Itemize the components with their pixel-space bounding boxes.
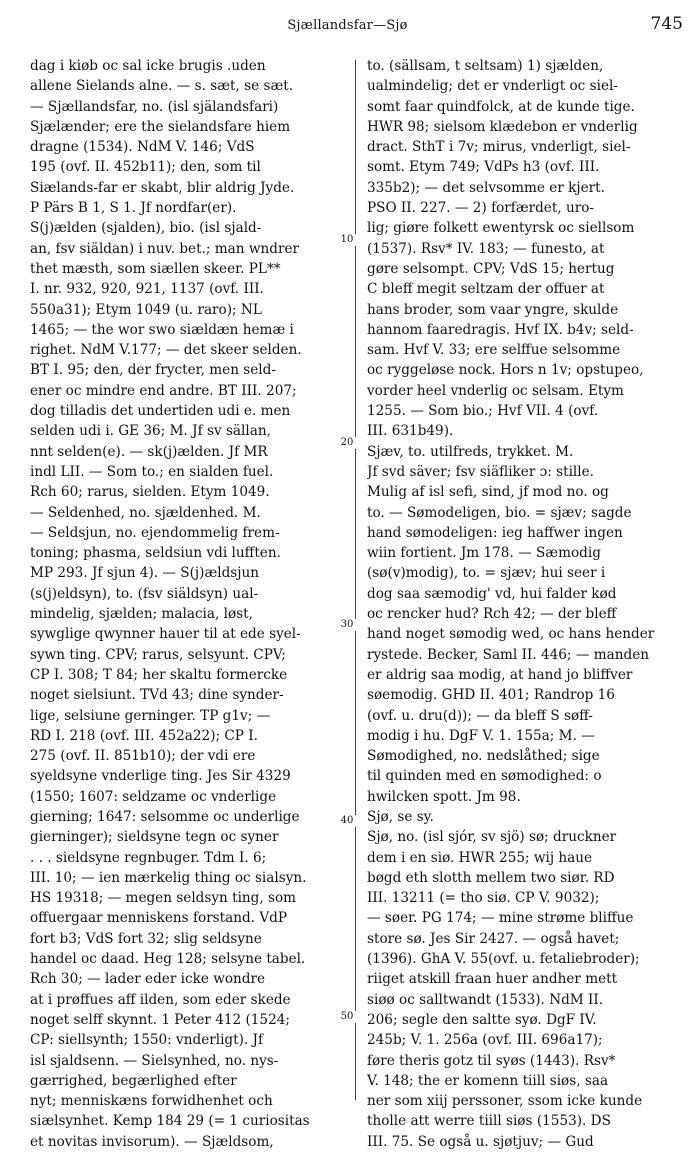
text-line: Sømodighed, no. nedslåthed; sige [367, 748, 600, 765]
text-line: (ovf. u. dru(d)); — da bleff S søff- [367, 707, 593, 724]
text-line: C bleff megit seltzam der offuer at [367, 281, 605, 298]
text-line: — Seldsjun, no. ejendommelig frem- [30, 524, 280, 541]
text-line: 1465; — the wor swo siældæn hemæ i [30, 321, 294, 338]
text-line: sam. Hvf V. 33; ere selffue selsomme [367, 342, 621, 359]
text-line: (1396). GhA V. 55(ovf. u. fetaliebroder); [367, 951, 640, 968]
text-line: rystede. Becker, Saml II. 446; — manden [367, 646, 649, 663]
text-line: hand sømodeligen: ieg haffwer ingen [367, 524, 623, 541]
text-line: III. 13211 (= tho siø. CP V. 9032); [367, 890, 600, 907]
text-line: to. — Sømodeligen, bio. = sjæv; sagde [367, 504, 632, 521]
text-line: ener oc mindre end andre. BT III. 207; [30, 382, 297, 399]
text-line: offuergaar menniskens forstand. VdP [30, 910, 287, 927]
text-line: an, fsv siäldan) i nuv. bet.; man wndrer [30, 240, 299, 257]
text-line: toning; phasma, seldsiun vdi lufften. [30, 545, 281, 562]
text-line: bøgd eth slotth mellem two siør. RD [367, 869, 615, 886]
text-line: — Seldenhed, no. sjældenhed. M. [30, 504, 261, 521]
text-line: CP: siellsynth; 1550: vnderligt). Jf [30, 1032, 264, 1049]
text-line: fort b3; VdS fort 32; slig seldsyne [30, 930, 262, 947]
text-line: oc rencker hud? Rch 42; — der bleff [367, 606, 617, 623]
text-line: handel oc daad. Heg 128; selsyne tabel. [30, 951, 306, 968]
text-line: noget selff skynnt. 1 Peter 412 (1524; [30, 1011, 290, 1028]
text-line: sywn ting. CPV; rarus, selsyunt. CPV; [30, 646, 286, 663]
line-number: 30 [336, 619, 358, 631]
text-line: modig i hu. DgF V. 1. 155a; M. — [367, 727, 595, 744]
text-line: III. 631b49). [367, 423, 454, 440]
text-line: store sø. Jes Sir 2427. — også havet; [367, 930, 620, 947]
text-line: hand noget sømodig wed, oc hans hender [367, 626, 655, 643]
text-line: er aldrig saa modig, at hand jo bliffver [367, 666, 633, 683]
text-line: Sjø, se sy. [367, 808, 434, 825]
text-line: somt. Etym 749; VdPs h3 (ovf. III. [367, 159, 600, 176]
text-line: HWR 98; sielsom klædebon er vnderlig [367, 118, 638, 135]
line-number: 10 [336, 234, 358, 246]
text-line: tholle att werre tiill siøs (1553). DS [367, 1113, 611, 1130]
text-line: HS 19318; — megen seldsyn ting, som [30, 890, 297, 907]
text-line: 275 (ovf. II. 851b10); der vdi ere [30, 748, 256, 765]
page-header [0, 14, 695, 42]
text-line: til quinden med en sømodighed: o [367, 768, 602, 785]
text-line: 245b; V. 1. 256a (ovf. III. 696a17); [367, 1032, 603, 1049]
text-line: 335b2); — det selvsomme er kjert. [367, 179, 605, 196]
left-column [30, 56, 343, 1152]
text-line: (1550; 1607: seldzame oc vnderlige [30, 788, 277, 805]
text-line: lige, selsiune gerninger. TP g1v; — [30, 707, 271, 724]
text-line: vorder heel vnderlig oc selsam. Etym [367, 382, 624, 399]
text-line: BT I. 95; den, der frycter, men seld- [30, 362, 276, 379]
text-line: dog tilladis det undertiden udi e. men [30, 403, 291, 420]
text-line: III. 10; — ien mærkelig thing oc sialsyn. [30, 869, 307, 886]
line-number: 50 [336, 1011, 358, 1023]
text-line: indl LII. — Som to.; en sialden fuel. [30, 463, 274, 480]
text-line: 195 (ovf. II. 452b11); den, som til [30, 159, 261, 176]
page-number: 745 [650, 14, 683, 34]
text-line: riiget atskill fraan huer andher mett [367, 971, 618, 988]
text-line: selden udi i. GE 36; M. Jf sv sällan, [30, 423, 271, 440]
text-line: wiin fortient. Jm 178. — Sæmodig [367, 545, 601, 562]
text-line: to. (sällsam, t seltsam) 1) sjælden, [367, 58, 604, 74]
text-line: 1255. — Som bio.; Hvf VII. 4 (ovf. [367, 403, 599, 420]
text-line: gierninger); sieldsyne tegn oc syner [30, 829, 279, 846]
text-line: et novitas invisorum). — Sjældsom, [30, 1133, 274, 1150]
text-line: dragne (1534). NdM V. 146; VdS [30, 139, 255, 156]
text-line: dract. SthT i 7v; mirus, vnderligt, siel- [367, 139, 631, 156]
text-line: — Sjællandsfar, no. (isl själandsfari) [30, 98, 279, 115]
line-number: 40 [336, 815, 358, 827]
text-line: 206; segle den saltte syø. DgF IV. [367, 1011, 597, 1028]
text-line: PSO II. 227. — 2) forfærdet, uro- [367, 200, 594, 217]
text-line: Rch 30; — lader eder icke wondre [30, 971, 266, 988]
text-line: Sjø, no. (isl sjór, sv sjö) sø; druckner [367, 829, 617, 846]
text-line: RD I. 218 (ovf. III. 452a22); CP I. [30, 727, 258, 744]
text-line: mindelig, sjælden; malacia, løst, [30, 606, 253, 623]
text-line: — søer. PG 174; — mine strøme bliffue [367, 910, 634, 927]
text-line: (sø(v)modig), to. = sjæv; hui seer i [367, 565, 606, 582]
text-line: hwilcken spott. Jm 98. [367, 788, 521, 805]
text-line: righet. NdM V.177; — det skeer selden. [30, 342, 302, 359]
text-line: (s(j)eldsyn), to. (fsv siäldsyn) ual- [30, 585, 259, 602]
text-line: noget sielsiunt. TVd 43; dine synder- [30, 687, 284, 704]
text-line: gøre selsompt. CPV; VdS 15; hertug [367, 260, 615, 277]
text-line: somt faar quindfolck, at de kunde tige. [367, 98, 635, 115]
text-line: lig; giøre folkett ewentyrsk oc siellsom [367, 220, 635, 237]
text-line: Rch 60; rarus, sielden. Etym 1049. [30, 484, 270, 501]
text-line: . . . sieldsyne regnbuger. Tdm I. 6; [30, 849, 267, 866]
text-line: Siælands-far er skabt, blir aldrig Jyde. [30, 179, 295, 196]
text-line: hans broder, som vaar yngre, skulde [367, 301, 619, 318]
text-line: III. 75. Se også u. sjøtjuv; — Gud [367, 1133, 594, 1150]
text-line: søemodig. GHD II. 401; Randrop 16 [367, 687, 615, 704]
text-line: dag i kiøb oc sal icke brugis .uden [30, 58, 266, 74]
text-line: gærrighed, begærlighed efter [30, 1072, 237, 1089]
text-line: oc ryggeløse nock. Hors n 1v; opstupeo, [367, 362, 644, 379]
right-column [367, 56, 682, 1152]
text-line: at i prøffues aff ilden, som eder skede [30, 991, 291, 1008]
text-line: gierning; 1647: selsomme oc underlige [30, 808, 300, 825]
line-number: 20 [336, 437, 358, 449]
text-line: Sjælænder; ere the sielandsfare hiem [30, 118, 291, 135]
text-line: siøø oc salltwandt (1533). NdM II. [367, 991, 604, 1008]
text-line: sywglige qwynner hauer til at ede syel- [30, 626, 301, 643]
text-line: Mulig af isl sefi, sind, jf mod no. og [367, 484, 609, 501]
running-head: Sjællandsfar—Sjø [287, 18, 408, 33]
text-line: 550a31); Etym 1049 (u. raro); NL [30, 301, 262, 318]
text-line: V. 148; the er komenn tiill siøs, saa [367, 1072, 609, 1089]
text-line: dem i en siø. HWR 255; wij haue [367, 849, 593, 866]
text-line: I. nr. 932, 920, 921, 1137 (ovf. III. [30, 281, 264, 298]
text-line: CP I. 308; T 84; her skaltu formercke [30, 666, 288, 683]
text-line: føre theris gotz til syøs (1443). Rsv* [367, 1052, 616, 1069]
text-line: hannom faaredragis. Hvf IX. b4v; seld- [367, 321, 634, 338]
text-line: nnt selden(e). — sk(j)ælden. Jf MR [30, 443, 268, 460]
text-line: P Pärs B 1, S 1. Jf nordfar(er). [30, 200, 237, 217]
column-divider [355, 60, 356, 1100]
text-line: nyt; menniskæns forwidhenhet och [30, 1093, 273, 1110]
text-line: dog saa sæmodig' vd, hui falder kød [367, 585, 617, 602]
text-line: isl sjaldsenn. — Sielsynhed, no. nys- [30, 1052, 279, 1069]
text-line: MP 293. Jf sjun 4). — S(j)ældsjun [30, 565, 259, 582]
text-line: (1537). Rsv* IV. 183; — funesto, at [367, 240, 605, 257]
text-line: ner som xiij perssoner, ssom icke kunde [367, 1093, 643, 1110]
text-line: ualmindelig; det er vnderligt oc siel- [367, 78, 618, 95]
text-line: Jf svd säver; fsv siäfliker ɔ: stille. [367, 463, 594, 480]
text-line: Sjæv, to. utilfreds, trykket. M. [367, 443, 574, 460]
text-line: syeldsyne vnderlige ting. Jes Sir 4329 [30, 768, 291, 785]
text-line: siælsynhet. Kemp 184 29 (= 1 curiositas [30, 1113, 310, 1130]
text-line: S(j)ælden (sjalden), bio. (isl sjald- [30, 220, 262, 237]
text-line: thet mæsth, som siællen skeer. PL** [30, 260, 281, 277]
text-line: allene Sielands alne. — s. sæt, se sæt. [30, 78, 294, 95]
